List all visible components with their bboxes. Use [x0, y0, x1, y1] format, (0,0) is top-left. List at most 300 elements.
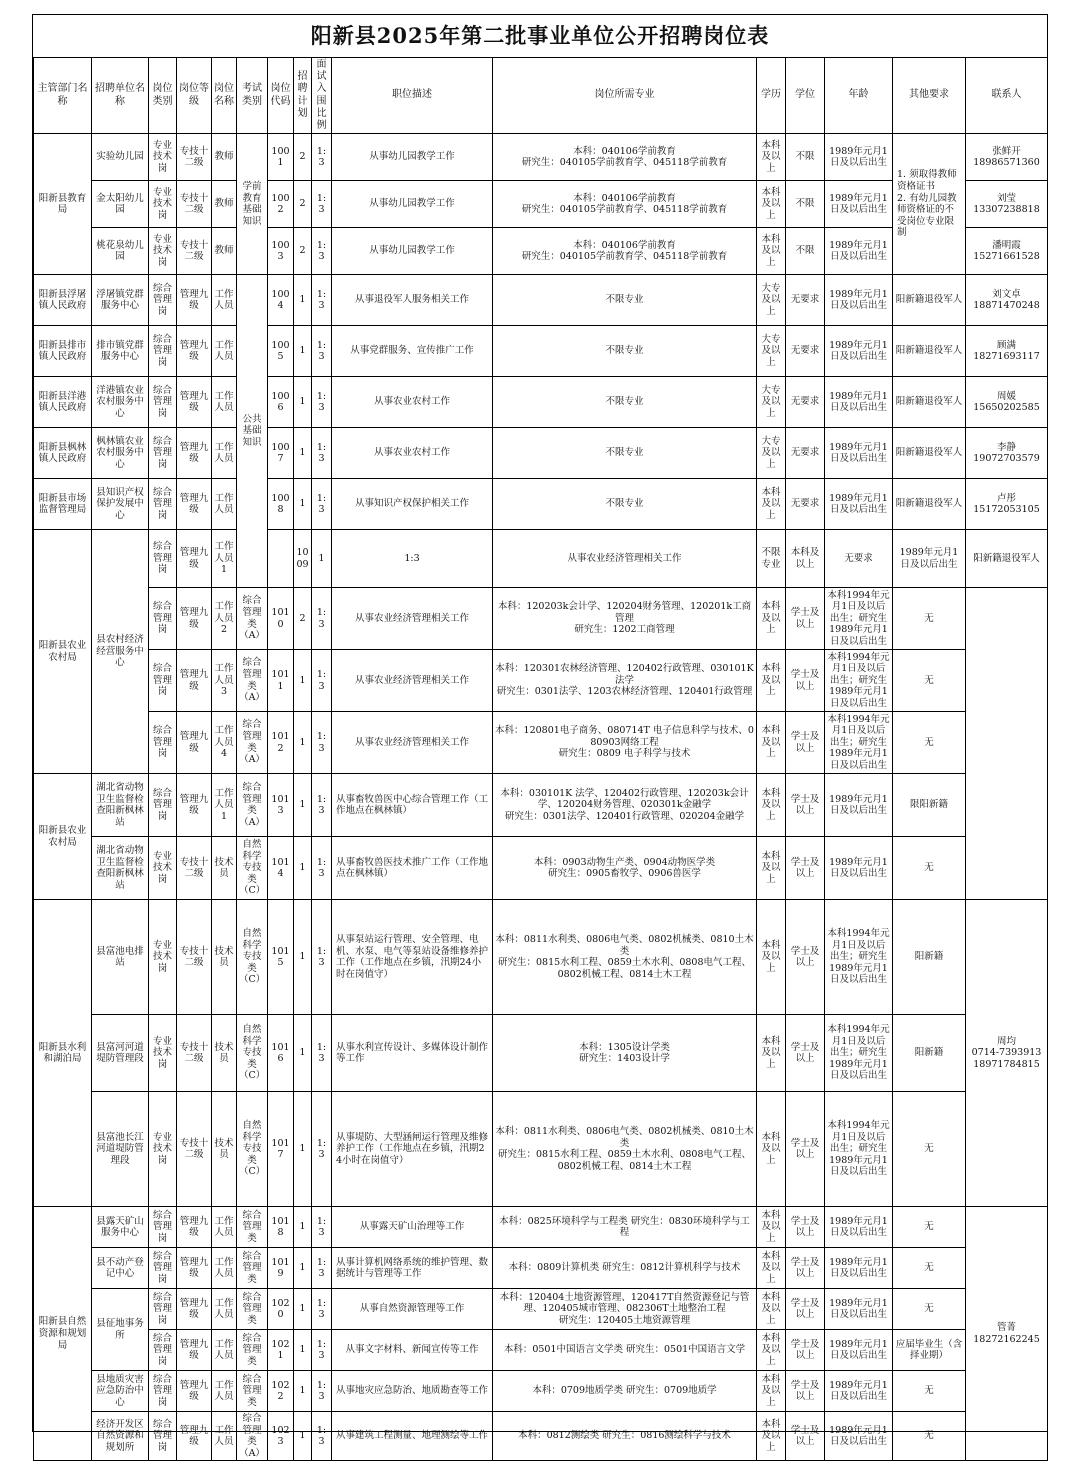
grade-cell: 管理九级: [177, 1289, 212, 1330]
education-cell: 本科及以上: [757, 1248, 786, 1289]
col-header: 招聘单位名称: [92, 58, 149, 134]
degree-cell: 学士及以上: [786, 1092, 825, 1207]
plan-cell: 1: [294, 479, 312, 530]
description-cell: 从事幼儿园教学工作: [332, 181, 493, 228]
position-name-cell: 技术员: [212, 1092, 237, 1207]
table-row: [34, 1330, 1048, 1371]
education-cell: 本科及以上: [757, 650, 786, 712]
contact-cell: 周媛 15650202585: [966, 377, 1048, 428]
category-cell: 综合管理岗: [149, 479, 177, 530]
code-cell: 1013: [268, 774, 294, 837]
table-row: [34, 134, 1048, 181]
age-cell: 1989年元月1日及以后出生: [825, 479, 893, 530]
position-name-cell: 工作人员: [212, 275, 237, 326]
major-cell: 本科：0825环境科学与工程类 研究生：0830环境科学与工程: [493, 1207, 757, 1248]
col-header: 岗位代码: [268, 58, 294, 134]
category-cell: 专业技术岗: [149, 181, 177, 228]
exam-type-cell: 公共基础知识: [237, 275, 268, 588]
code-cell: 1012: [268, 712, 294, 774]
age-cell: 1989年元月1日及以后出生: [825, 428, 893, 479]
description-cell: 从事水利宣传设计、多媒体设计制作等工作: [332, 1015, 493, 1092]
plan-cell: 1: [294, 650, 312, 712]
unit-cell: 县不动产登记中心: [92, 1248, 149, 1289]
dept-cell: 阳新县市场监督管理局: [34, 479, 92, 530]
plan-cell: 2: [294, 134, 312, 181]
plan-cell: 1: [294, 1289, 312, 1330]
table-row: [34, 275, 1048, 326]
position-name-cell: 工作人员2: [212, 588, 237, 650]
other-req-cell: 无: [893, 1371, 966, 1412]
position-name-cell: 工作人员1: [212, 530, 237, 588]
table-row: [34, 588, 1048, 650]
ratio-cell: 1:3: [312, 479, 332, 530]
age-cell: 1989年元月1日及以后出生: [893, 530, 966, 588]
description-cell: 从事自然资源管理等工作: [332, 1289, 493, 1330]
code-cell: 1004: [268, 275, 294, 326]
exam-type-cell: 综合管理类（A）: [237, 774, 268, 837]
code-cell: 1006: [268, 377, 294, 428]
age-cell: 1989年元月1日及以后出生: [825, 134, 893, 181]
code-cell: 1018: [268, 1207, 294, 1248]
contact-cell: 顾满 18271693117: [966, 326, 1048, 377]
exam-type-cell: 综合管理类（A）: [237, 650, 268, 712]
unit-cell: 县地质灾害应急防治中心: [92, 1371, 149, 1412]
code-cell: 1017: [268, 1092, 294, 1207]
category-cell: 综合管理岗: [149, 377, 177, 428]
category-cell: 专业技术岗: [149, 900, 177, 1015]
degree-cell: 学士及以上: [786, 1289, 825, 1330]
education-cell: 大专及以上: [757, 428, 786, 479]
degree-cell: 学士及以上: [786, 900, 825, 1015]
ratio-cell: 1:3: [312, 1015, 332, 1092]
ratio-cell: 1:3: [312, 1412, 332, 1461]
table-row: [34, 377, 1048, 428]
category-cell: 综合管理岗: [149, 1412, 177, 1461]
col-header: 岗位等级: [177, 58, 212, 134]
position-name-cell: 工作人员: [212, 1289, 237, 1330]
code-cell: 1014: [268, 837, 294, 900]
major-cell: 不限专业: [493, 326, 757, 377]
table-row: [34, 1248, 1048, 1289]
ratio-cell: 1:3: [312, 1289, 332, 1330]
degree-cell: 学士及以上: [786, 774, 825, 837]
other-req-cell: 应届毕业生（含择业期）: [893, 1330, 966, 1371]
position-name-cell: 技术员: [212, 1015, 237, 1092]
table-row: [34, 1289, 1048, 1330]
description-cell: 从事农业经济管理相关工作: [493, 530, 757, 588]
dept-cell: 阳新县农业农村局: [34, 530, 92, 774]
major-cell: 本科：120301农林经济管理、120402行政管理、030101K法学 研究生：0301法学、1203农林经济管理、120401行政管理: [493, 650, 757, 712]
plan-cell: 2: [294, 228, 312, 275]
age-cell: 本科1994年元月1日及以后出生；研究生1989年元月1日及以后出生: [825, 712, 893, 774]
col-header: 学历: [757, 58, 786, 134]
category-cell: 专业技术岗: [149, 1015, 177, 1092]
col-header: 联系人: [966, 58, 1048, 134]
plan-cell: 2: [294, 181, 312, 228]
degree-cell: 学士及以上: [786, 1330, 825, 1371]
major-cell: 本科：0501中国语言文学类 研究生：0501中国语言文学: [493, 1330, 757, 1371]
category-cell: 综合管理岗: [149, 588, 177, 650]
education-cell: 本科及以上: [757, 1092, 786, 1207]
plan-cell: 2: [294, 588, 312, 650]
age-cell: 1989年元月1日及以后出生: [825, 181, 893, 228]
education-cell: 本科及以上: [757, 837, 786, 900]
degree-cell: 无要求: [786, 377, 825, 428]
major-cell: 本科：120404土地资源管理、120417T自然资源登记与管理、120405城市管理、082306T土地整治工程 研究生：120405土地资源管理: [493, 1289, 757, 1330]
col-header: 岗位所需专业: [493, 58, 757, 134]
code-cell: 1019: [268, 1248, 294, 1289]
table-row: [34, 530, 1048, 588]
description-cell: 从事退役军人服务相关工作: [332, 275, 493, 326]
major-cell: 本科：1305设计学类 研究生：1403设计学: [493, 1015, 757, 1092]
age-cell: 1989年元月1日及以后出生: [825, 1412, 893, 1461]
unit-cell: 县征地事务所: [92, 1289, 149, 1371]
major-cell: 不限专业: [493, 428, 757, 479]
position-name-cell: 工作人员: [212, 1371, 237, 1412]
position-name-cell: 教师: [212, 181, 237, 228]
category-cell: 专业技术岗: [149, 134, 177, 181]
unit-cell: 经济开发区自然资源和规划所: [92, 1412, 149, 1461]
dept-cell: 阳新县洋港镇人民政府: [34, 377, 92, 428]
contact-cell: 周均 0714-7393913 18971784815: [966, 900, 1048, 1207]
education-cell: 本科及以上: [757, 1371, 786, 1412]
code-cell: 1020: [268, 1289, 294, 1330]
age-cell: 1989年元月1日及以后出生: [825, 275, 893, 326]
degree-cell: 不限: [786, 134, 825, 181]
grade-cell: 管理九级: [177, 1330, 212, 1371]
ratio-cell: 1:3: [312, 588, 332, 650]
description-cell: 从事文字材料、新闻宣传等工作: [332, 1330, 493, 1371]
ratio-cell: 1:3: [312, 1248, 332, 1289]
plan-cell: 1: [294, 377, 312, 428]
major-cell: 本科：0903动物生产类、0904动物医学类 研究生：0905畜牧学、0906兽医学: [493, 837, 757, 900]
age-cell: 1989年元月1日及以后出生: [825, 1248, 893, 1289]
code-cell: 1005: [268, 326, 294, 377]
position-name-cell: 工作人员: [212, 326, 237, 377]
degree-cell: 无要求: [825, 530, 893, 588]
plan-cell: 1: [294, 1412, 312, 1461]
grade-cell: 管理九级: [177, 1412, 212, 1461]
position-name-cell: 教师: [212, 228, 237, 275]
education-cell: 本科及以上: [757, 588, 786, 650]
exam-type-cell: 学前教育基础知识: [237, 134, 268, 275]
ratio-cell: 1:3: [312, 377, 332, 428]
unit-cell: 县富池电排站: [92, 900, 149, 1015]
description-cell: 从事堤防、大型涵闸运行管理及维修养护工作（工作地点在乡镇，汛期24小时在岗值守）: [332, 1092, 493, 1207]
degree-cell: 无要求: [786, 275, 825, 326]
unit-cell: 金太阳幼儿园: [92, 181, 149, 228]
code-cell: 1002: [268, 181, 294, 228]
col-header: 主管部门名称: [34, 58, 92, 134]
position-name-cell: 工作人员4: [212, 712, 237, 774]
category-cell: 综合管理岗: [149, 275, 177, 326]
code-cell: 1022: [268, 1371, 294, 1412]
ratio-cell: 1:3: [312, 1371, 332, 1412]
plan-cell: 1: [294, 326, 312, 377]
other-req-cell: 阳新籍退役军人: [893, 275, 966, 326]
position-name-cell: 工作人员3: [212, 650, 237, 712]
category-cell: 综合管理岗: [149, 428, 177, 479]
contact-cell: 李静 19072703579: [966, 428, 1048, 479]
other-req-cell: 阳新籍退役军人: [893, 377, 966, 428]
major-cell: 本科：040106学前教育 研究生：040105学前教育学、045118学前教育: [493, 134, 757, 181]
grade-cell: 管理九级: [177, 530, 212, 588]
age-cell: 本科1994年元月1日及以后出生；研究生1989年元月1日及以后出生: [825, 1092, 893, 1207]
degree-cell: 学士及以上: [786, 1015, 825, 1092]
exam-type-cell: [268, 530, 294, 588]
other-req-cell: 限阳新籍: [893, 774, 966, 837]
code-cell: 1023: [268, 1412, 294, 1461]
grade-cell: 管理九级: [177, 588, 212, 650]
code-cell: 1015: [268, 900, 294, 1015]
unit-cell: 湖北省动物卫生监督检查阳新枫林站: [92, 837, 149, 900]
description-cell: 从事幼儿园教学工作: [332, 134, 493, 181]
education-cell: 本科及以上: [757, 774, 786, 837]
age-cell: 1989年元月1日及以后出生: [825, 228, 893, 275]
ratio-cell: 1:3: [312, 181, 332, 228]
exam-type-cell: 综合管理类: [237, 1289, 268, 1330]
exam-type-cell: 综合管理类（A）: [237, 712, 268, 774]
age-cell: 1989年元月1日及以后出生: [825, 326, 893, 377]
exam-type-cell: 综合管理类（A）: [237, 588, 268, 650]
col-header: 考试类别: [237, 58, 268, 134]
age-cell: 1989年元月1日及以后出生: [825, 1289, 893, 1330]
major-cell: 本科：0709地质学类 研究生：0709地质学: [493, 1371, 757, 1412]
category-cell: 综合管理岗: [149, 650, 177, 712]
plan-cell: 1: [294, 1330, 312, 1371]
other-req-cell: 1. 须取得教师资格证书 2. 有幼儿园教师资格证的不受岗位专业限制: [893, 134, 966, 275]
other-req-cell: 阳新籍退役军人: [893, 479, 966, 530]
exam-type-cell: 综合管理类（A）: [237, 1412, 268, 1461]
education-cell: 本科及以上: [757, 181, 786, 228]
age-cell: 本科1994年元月1日及以后出生；研究生1989年元月1日及以后出生: [825, 900, 893, 1015]
table-row: [34, 650, 1048, 712]
degree-cell: 不限: [786, 228, 825, 275]
unit-cell: 浮屠镇党群服务中心: [92, 275, 149, 326]
major-cell: 本科：0811水利类、0806电气类、0802机械类、0810土木类 研究生：0815水利工程、0859土木水利、0808电气工程、0802机械工程、0814土木工程: [493, 900, 757, 1015]
plan-cell: 1: [294, 275, 312, 326]
major-cell: 不限专业: [493, 377, 757, 428]
category-cell: 综合管理岗: [149, 1289, 177, 1330]
other-req-cell: 无: [893, 837, 966, 900]
education-cell: 本科及以上: [757, 1289, 786, 1330]
other-req-cell: 无: [893, 1092, 966, 1207]
grade-cell: 管理九级: [177, 326, 212, 377]
description-cell: 从事泵站运行管理、安全管理、电机、水泵、电气等泵站设备维修养护工作（工作地点在乡镇，汛期24小时在岗值守）: [332, 900, 493, 1015]
grade-cell: 管理九级: [177, 428, 212, 479]
contact-cell: 卢彤 15172053105: [966, 479, 1048, 530]
category-cell: 综合管理岗: [149, 712, 177, 774]
category-cell: 综合管理岗: [149, 530, 177, 588]
age-cell: 本科1994年元月1日及以后出生；研究生1989年元月1日及以后出生: [825, 1015, 893, 1092]
grade-cell: 管理九级: [177, 1207, 212, 1248]
table-row: [34, 1371, 1048, 1412]
ratio-cell: 1:3: [312, 1207, 332, 1248]
other-req-cell: 无: [893, 712, 966, 774]
grade-cell: 专技十二级: [177, 228, 212, 275]
ratio-cell: 1:3: [312, 428, 332, 479]
major-cell: 本科：030101K 法学、120402行政管理、120203k会计学、120204财务管理、020301k金融学 研究生：0301法学、120401行政管理、020204金融学: [493, 774, 757, 837]
col-header: 其他要求: [893, 58, 966, 134]
plan-cell: 1: [294, 1015, 312, 1092]
category-cell: 专业技术岗: [149, 1092, 177, 1207]
age-cell: 1989年元月1日及以后出生: [825, 1371, 893, 1412]
unit-cell: 排市镇党群服务中心: [92, 326, 149, 377]
age-cell: 1989年元月1日及以后出生: [825, 774, 893, 837]
description-cell: 从事农业经济管理相关工作: [332, 588, 493, 650]
category-cell: 专业技术岗: [149, 837, 177, 900]
table-row: [34, 1412, 1048, 1461]
dept-cell: 阳新县农业农村局: [34, 774, 92, 900]
other-req-cell: 无: [893, 588, 966, 650]
table-row: [34, 774, 1048, 837]
grade-cell: 专技十二级: [177, 900, 212, 1015]
exam-type-cell: 自然科学专技类（C）: [237, 1015, 268, 1092]
major-cell: 本科：0812测绘类 研究生：0816测绘科学与技术: [493, 1412, 757, 1461]
other-req-cell: 无: [893, 1289, 966, 1330]
other-req-cell: 阳新籍退役军人: [966, 530, 1048, 588]
table-row: [34, 1092, 1048, 1207]
ratio-cell: 1:3: [312, 774, 332, 837]
degree-cell: 学士及以上: [786, 1371, 825, 1412]
description-cell: 从事知识产权保护相关工作: [332, 479, 493, 530]
table-row: [34, 1015, 1048, 1092]
grade-cell: 专技十二级: [177, 1015, 212, 1092]
plan-cell: 1: [294, 1092, 312, 1207]
unit-cell: 桃花泉幼儿园: [92, 228, 149, 275]
col-header: 职位描述: [332, 58, 493, 134]
exam-type-cell: 综合管理类: [237, 1207, 268, 1248]
education-cell: 本科及以上: [757, 1015, 786, 1092]
exam-type-cell: 综合管理类: [237, 1330, 268, 1371]
description-cell: 从事农业农村工作: [332, 428, 493, 479]
plan-cell: 1: [312, 530, 332, 588]
header-row: [34, 58, 1048, 134]
major-cell: 不限专业: [493, 479, 757, 530]
age-cell: 本科1994年元月1日及以后出生；研究生1989年元月1日及以后出生: [825, 588, 893, 650]
degree-cell: 学士及以上: [786, 650, 825, 712]
position-name-cell: 技术员: [212, 900, 237, 1015]
grade-cell: 管理九级: [177, 275, 212, 326]
unit-cell: 实验幼儿园: [92, 134, 149, 181]
description-cell: 从事农业经济管理相关工作: [332, 650, 493, 712]
degree-cell: 学士及以上: [786, 1207, 825, 1248]
category-cell: 综合管理岗: [149, 774, 177, 837]
grade-cell: 管理九级: [177, 1371, 212, 1412]
age-cell: 1989年元月1日及以后出生: [825, 377, 893, 428]
position-name-cell: 教师: [212, 134, 237, 181]
code-cell: 1008: [268, 479, 294, 530]
col-header: 年龄: [825, 58, 893, 134]
contact-cell: 张鲜开 18986571360: [966, 134, 1048, 181]
unit-cell: 县富池长江河道堤防管理段: [92, 1092, 149, 1207]
other-req-cell: 阳新籍退役军人: [893, 326, 966, 377]
education-cell: 本科及以上: [757, 900, 786, 1015]
ratio-cell: 1:3: [332, 530, 493, 588]
exam-type-cell: 自然科学专技类（C）: [237, 1092, 268, 1207]
other-req-cell: 阳新籍: [893, 900, 966, 1015]
major-cell: 本科：0811水利类、0806电气类、0802机械类、0810土木类 研究生：0815水利工程、0859土木水利、0808电气工程、0802机械工程、0814土木工程: [493, 1092, 757, 1207]
grade-cell: 管理九级: [177, 479, 212, 530]
category-cell: 综合管理岗: [149, 1207, 177, 1248]
recruitment-sheet: [32, 14, 1048, 1459]
education-cell: 本科及以上: [757, 479, 786, 530]
description-cell: 从事建筑工程测量、地理测绘等工作: [332, 1412, 493, 1461]
position-name-cell: 技术员: [212, 837, 237, 900]
col-header: 面试入围比例: [312, 58, 332, 134]
position-name-cell: 工作人员: [212, 479, 237, 530]
position-name-cell: 工作人员: [212, 1412, 237, 1461]
description-cell: 从事幼儿园教学工作: [332, 228, 493, 275]
col-header: 岗位名称: [212, 58, 237, 134]
education-cell: 大专及以上: [757, 326, 786, 377]
degree-cell: 学士及以上: [786, 588, 825, 650]
ratio-cell: 1:3: [312, 326, 332, 377]
table-row: [34, 900, 1048, 1015]
dept-cell: 阳新县浮屠镇人民政府: [34, 275, 92, 326]
description-cell: 从事农业农村工作: [332, 377, 493, 428]
ratio-cell: 1:3: [312, 650, 332, 712]
dept-cell: 阳新县自然资源和规划局: [34, 1207, 92, 1461]
category-cell: 综合管理岗: [149, 326, 177, 377]
grade-cell: 专技十二级: [177, 1092, 212, 1207]
position-name-cell: 工作人员: [212, 1207, 237, 1248]
dept-cell: 阳新县水利和湖泊局: [34, 900, 92, 1207]
description-cell: 从事农业经济管理相关工作: [332, 712, 493, 774]
plan-cell: 1: [294, 837, 312, 900]
position-name-cell: 工作人员1: [212, 774, 237, 837]
category-cell: 综合管理岗: [149, 1371, 177, 1412]
grade-cell: 管理九级: [177, 712, 212, 774]
position-name-cell: 工作人员: [212, 1248, 237, 1289]
other-req-cell: 无: [893, 650, 966, 712]
unit-cell: 县农村经济经营服务中心: [92, 530, 149, 774]
degree-cell: 学士及以上: [786, 837, 825, 900]
education-cell: 大专及以上: [757, 275, 786, 326]
description-cell: 从事畜牧兽医技术推广工作（工作地点在枫林镇）: [332, 837, 493, 900]
code-cell: 1016: [268, 1015, 294, 1092]
category-cell: 综合管理岗: [149, 1330, 177, 1371]
education-cell: 本科及以上: [757, 1412, 786, 1461]
exam-type-cell: 自然科学专技类（C）: [237, 900, 268, 1015]
exam-type-cell: 综合管理类: [237, 1248, 268, 1289]
plan-cell: 1: [294, 900, 312, 1015]
degree-cell: 无要求: [786, 428, 825, 479]
major-cell: 本科：120801电子商务、080714T 电子信息科学与技术、080903网络工程 研究生：0809 电子科学与技术: [493, 712, 757, 774]
ratio-cell: 1:3: [312, 900, 332, 1015]
education-cell: 本科及以上: [786, 530, 825, 588]
other-req-cell: 无: [893, 1412, 966, 1461]
description-cell: 从事畜牧兽医中心综合管理工作（工作地点在枫林镇）: [332, 774, 493, 837]
contact-cell: 刘莹 13307238818: [966, 181, 1048, 228]
contact-cell: 管菁 18272162245: [966, 1207, 1048, 1461]
education-cell: 本科及以上: [757, 1207, 786, 1248]
major-cell: 本科：120203k会计学、120204财务管理、120201k工商管理 研究生：1202工商管理: [493, 588, 757, 650]
dept-cell: 阳新县排市镇人民政府: [34, 326, 92, 377]
dept-cell: 阳新县枫林镇人民政府: [34, 428, 92, 479]
degree-cell: 无要求: [786, 326, 825, 377]
code-cell: 1001: [268, 134, 294, 181]
education-cell: 大专及以上: [757, 377, 786, 428]
category-cell: 综合管理岗: [149, 1248, 177, 1289]
code-cell: 1011: [268, 650, 294, 712]
table-row: [34, 1207, 1048, 1248]
grade-cell: 专技十二级: [177, 181, 212, 228]
position-name-cell: 工作人员: [212, 1330, 237, 1371]
contact-cell: 刘文卓 18871470248: [966, 275, 1048, 326]
code-cell: 1021: [268, 1330, 294, 1371]
col-header: 学位: [786, 58, 825, 134]
